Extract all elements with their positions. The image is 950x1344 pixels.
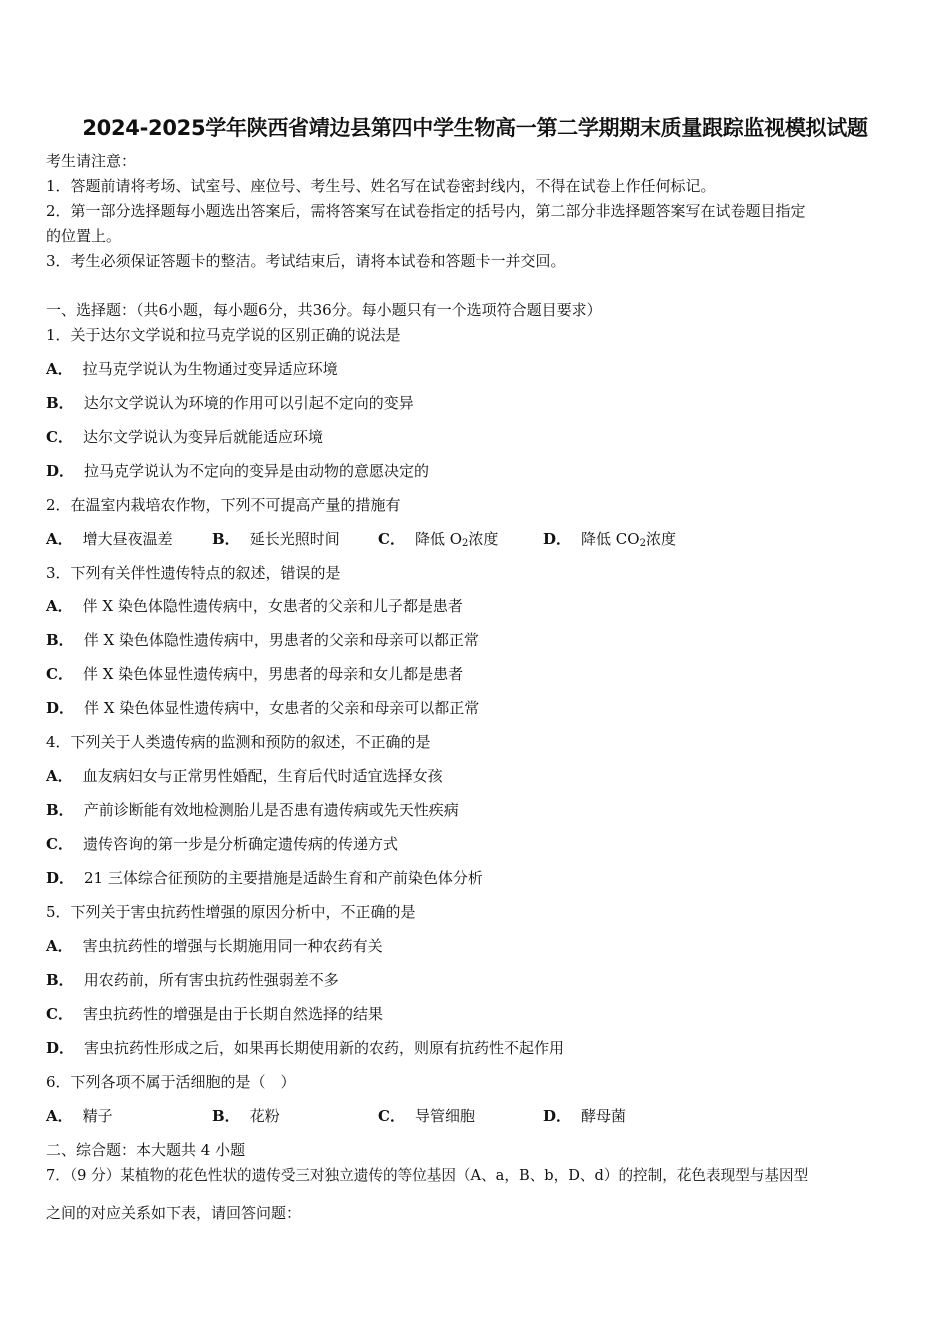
- q3-option-d: [46, 698, 479, 718]
- q2-option-c: [378, 529, 498, 554]
- option-text: 害虫抗药性形成之后，如果再长期使用新的农药，则原有抗药性不起作用: [84, 1039, 565, 1057]
- q7-stem-line-1: 7．（9 分）某植物的花色性状的遗传受三对独立遗传的等位基因（A、a，B、b，D、d）的控制，花色表现型与基因型: [46, 1167, 809, 1184]
- option-text: 降低 O: [414, 530, 463, 548]
- q4-option-b: [46, 800, 459, 820]
- option-label: B．: [212, 530, 240, 548]
- subscript: 2: [462, 538, 469, 549]
- q3-option-c: [46, 664, 463, 684]
- q3-stem: 3．下列有关伴性遗传特点的叙述，错误的是: [46, 564, 341, 582]
- option-text: 增大昼夜温差: [82, 530, 173, 548]
- notice-item-1: 1．答题前请将考场、试室号、座位号、考生号、姓名写在试卷密封线内，不得在试卷上作任何标记。: [46, 177, 716, 195]
- q5-stem: 5．下列关于害虫抗药性增强的原因分析中，不正确的是: [46, 903, 416, 921]
- option-text: 产前诊断能有效地检测胎儿是否患有遗传病或先天性疾病: [83, 801, 459, 819]
- option-label: D．: [543, 530, 572, 548]
- page-title: 2024-2025学年陕西省靖边县第四中学生物高一第二学期期末质量跟踪监视模拟试题: [82, 116, 868, 140]
- option-text: 花粉: [249, 1107, 280, 1125]
- q1-option-d: [46, 461, 429, 481]
- option-label: A．: [46, 937, 73, 955]
- option-label: C．: [46, 835, 73, 853]
- subscript: 2: [639, 538, 646, 549]
- q4-option-c: [46, 834, 398, 854]
- q3-option-b: [46, 630, 479, 650]
- option-label: C．: [46, 1005, 73, 1023]
- notice-heading: 考生请注意：: [46, 152, 137, 170]
- q6-option-a: [46, 1106, 113, 1126]
- q4-stem: 4．下列关于人类遗传病的监测和预防的叙述，不正确的是: [46, 733, 431, 751]
- option-label: B．: [46, 631, 74, 649]
- option-label: A．: [46, 1107, 73, 1125]
- q7-stem-line-2: 之间的对应关系如下表，请回答问题：: [46, 1204, 302, 1222]
- option-label: C．: [378, 1107, 405, 1125]
- option-label: D．: [46, 1039, 75, 1057]
- option-label: A．: [46, 597, 73, 615]
- q6-option-c: [378, 1106, 475, 1126]
- option-text: 遗传咨询的第一步是分析确定遗传病的传递方式: [82, 835, 398, 853]
- option-label: B．: [46, 394, 74, 412]
- q5-option-c: [46, 1004, 383, 1024]
- option-label: C．: [46, 665, 73, 683]
- option-text: 精子: [82, 1107, 113, 1125]
- option-text: 降低 CO: [581, 530, 640, 548]
- option-text: 21 三体综合征预防的主要措施是适龄生育和产前染色体分析: [84, 869, 483, 887]
- option-label: A．: [46, 360, 73, 378]
- option-text: 浓度: [645, 530, 676, 548]
- option-label: D．: [46, 869, 75, 887]
- q1-option-c: [46, 427, 323, 447]
- option-label: B．: [212, 1107, 240, 1125]
- section-2-heading: 二、综合题：本大题共 4 小题: [46, 1141, 246, 1159]
- q6-option-d: [543, 1106, 626, 1126]
- option-label: B．: [46, 801, 74, 819]
- option-text: 害虫抗药性的增强与长期施用同一种农药有关: [82, 937, 383, 955]
- option-text: 浓度: [468, 530, 499, 548]
- q2-option-b: [212, 529, 340, 549]
- option-text: 导管细胞: [414, 1107, 475, 1125]
- q5-option-d: [46, 1038, 564, 1058]
- q6-option-b: [212, 1106, 280, 1126]
- q2-stem: 2．在温室内栽培农作物，下列不可提高产量的措施有: [46, 496, 401, 514]
- option-label: C．: [46, 428, 73, 446]
- notice-item-3: 3．考生必须保证答题卡的整洁。考试结束后，请将本试卷和答题卡一并交回。: [46, 252, 566, 270]
- option-text: 达尔文学说认为环境的作用可以引起不定向的变异: [83, 394, 414, 412]
- section-1-heading: 一、选择题：（共6小题，每小题6分，共36分。每小题只有一个选项符合题目要求）: [46, 301, 602, 319]
- option-text: 延长光照时间: [249, 530, 340, 548]
- q4-option-a: [46, 766, 443, 786]
- option-text: 伴 X 染色体隐性遗传病中，女患者的父亲和儿子都是患者: [82, 597, 463, 615]
- q5-option-a: [46, 936, 383, 956]
- notice-item-2-cont: 的位置上。: [46, 227, 122, 245]
- option-text: 伴 X 染色体显性遗传病中，女患者的父亲和母亲可以都正常: [84, 699, 480, 717]
- q2-option-a: [46, 529, 173, 549]
- option-label: C．: [378, 530, 405, 548]
- option-label: D．: [543, 1107, 572, 1125]
- option-label: B．: [46, 971, 74, 989]
- option-label: A．: [46, 530, 73, 548]
- q2-option-d: [543, 529, 676, 554]
- option-text: 害虫抗药性的增强是由于长期自然选择的结果: [82, 1005, 383, 1023]
- q1-stem: 1．关于达尔文学说和拉马克学说的区别正确的说法是: [46, 326, 401, 344]
- option-text: 血友病妇女与正常男性婚配，生育后代时适宜选择女孩: [82, 767, 443, 785]
- option-label: A．: [46, 767, 73, 785]
- option-text: 拉马克学说认为生物通过变异适应环境: [82, 360, 338, 378]
- option-text: 用农药前，所有害虫抗药性强弱差不多: [83, 971, 339, 989]
- q5-option-b: [46, 970, 339, 990]
- option-text: 达尔文学说认为变异后就能适应环境: [82, 428, 323, 446]
- option-label: D．: [46, 699, 75, 717]
- option-label: D．: [46, 462, 75, 480]
- option-text: 拉马克学说认为不定向的变异是由动物的意愿决定的: [84, 462, 430, 480]
- option-text: 伴 X 染色体显性遗传病中，男患者的母亲和女儿都是患者: [82, 665, 464, 683]
- q1-option-b: [46, 393, 414, 413]
- option-text: 酵母菌: [581, 1107, 627, 1125]
- q1-option-a: [46, 359, 338, 379]
- notice-item-2: 2．第一部分选择题每小题选出答案后，需将答案写在试卷指定的括号内，第二部分非选择题答案写在试卷题目指定: [46, 202, 806, 220]
- q4-option-d: [46, 868, 483, 888]
- option-text: 伴 X 染色体隐性遗传病中，男患者的父亲和母亲可以都正常: [83, 631, 479, 649]
- q6-stem: 6．下列各项不属于活细胞的是（ ）: [46, 1073, 296, 1091]
- q3-option-a: [46, 596, 463, 616]
